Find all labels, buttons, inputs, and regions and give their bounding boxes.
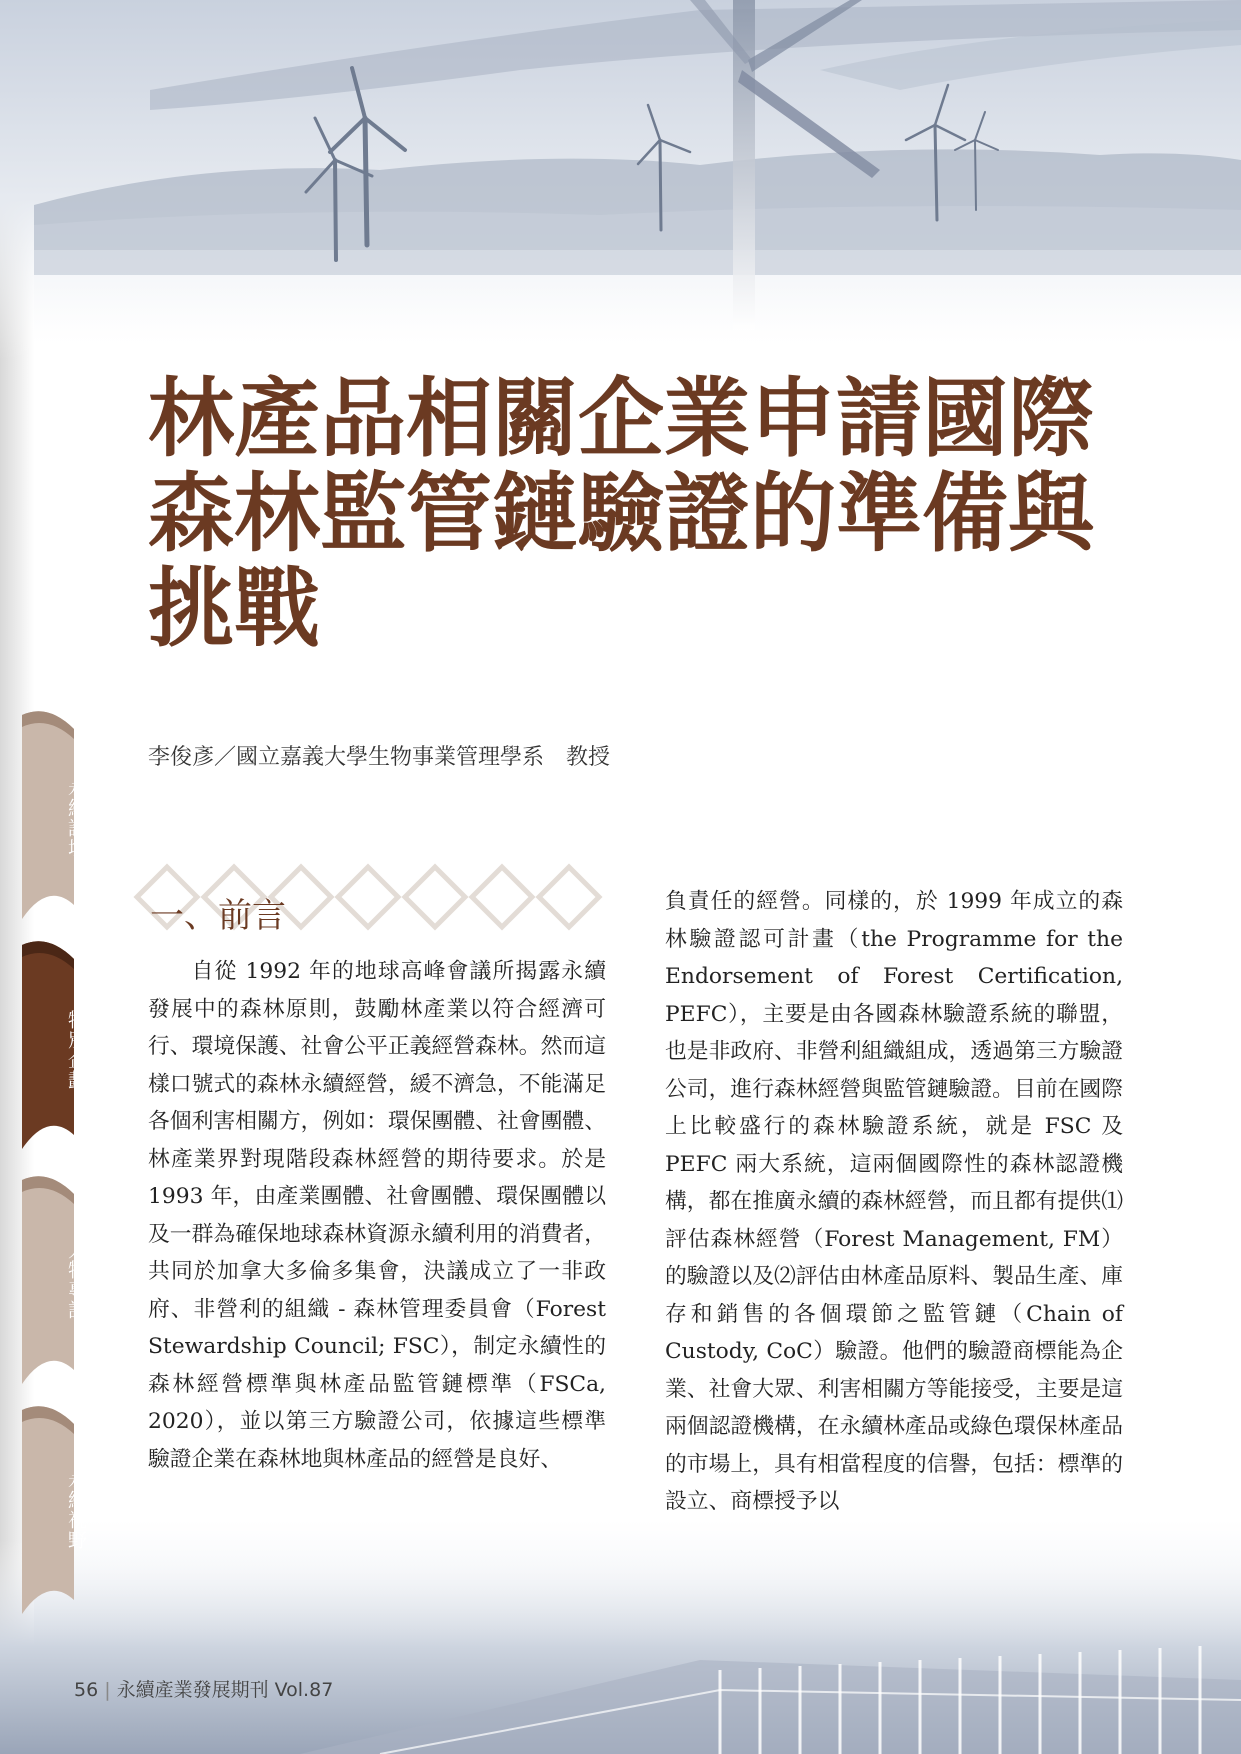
solar-panel-photo — [0, 1540, 1241, 1754]
journal-name: 永續產業發展期刊 Vol.87 — [116, 1679, 334, 1701]
page-footer — [74, 1675, 333, 1702]
author-byline: 李俊彥／國立嘉義大學生物事業管理學系 教授 — [148, 745, 611, 770]
page-number: 56 — [74, 1679, 99, 1701]
section-heading: 一、前言 — [150, 896, 286, 936]
side-tab-sustainability-forum[interactable]: 永續論壇 — [65, 778, 87, 858]
side-tab-special-feature[interactable]: 特別企劃 — [65, 1010, 87, 1090]
side-tab-interview[interactable]: 人物專訪 — [65, 1240, 87, 1320]
side-tab-sustainability-vision[interactable]: 永續視野 — [65, 1470, 87, 1550]
body-column-right: 負責任的經營。同樣的，於 1999 年成立的森林驗證認可計畫（the Programme for the Endorsement of Forest Certification, PEFC），主要是由各國森林驗證系統的聯盟，也是非政府、非營利組織組成，透過第三方驗證公司，進行森林經營與監管鏈驗證。目前在國際上比較盛行的森林驗證系統，就是 FSC 及 PEFC 兩大系統，這兩個國際性的森林認證機構，都在推廣永續的森林經營，而且都有提供⑴評估森林經營（Forest Management, FM）的驗證以及⑵評估由林產品原料、製品生產、庫存和銷售的各個環節之監管鏈（Chain of Custody, CoC）驗證。他們的驗證商標能為企業、社會大眾、利害相關方等能接受，主要是這兩個認證機構，在永續林產品或綠色環保林產品的市場上，具有相當程度的信譽，包括：標準的設立、商標授予以 — [665, 889, 1123, 1514]
body-column-left: 自從 1992 年的地球高峰會議所揭露永續發展中的森林原則，鼓勵林產業以符合經濟可行、環境保護、社會公平正義經營森林。然而這樣口號式的森林永續經營，緩不濟急，不能滿足各個利害相關方，例如：環保團體、社會團體、林產業界對現階段森林經營的期待要求。於是 1993 年，由產業團體、社會團體、環保團體以及一群為確保地球森林資源永續利用的消費者，共同於加拿大多倫多集會，決議成立了一非政府、非營利的組織 - 森林管理委員會（Forest Stewardship Council; FSC），制定永續性的森林經營標準與林產品監管鏈標準（FSCa, 2020），並以第三方驗證公司，依據這些標準驗證企業在森林地與林產品的經營是良好、 — [148, 959, 606, 1472]
article-title: 林產品相關企業申請國際森林監管鏈驗證的準備與挑戰 — [148, 369, 1094, 659]
footer-divider: | — [104, 1679, 111, 1701]
wind-turbine-photo — [0, 0, 1241, 360]
